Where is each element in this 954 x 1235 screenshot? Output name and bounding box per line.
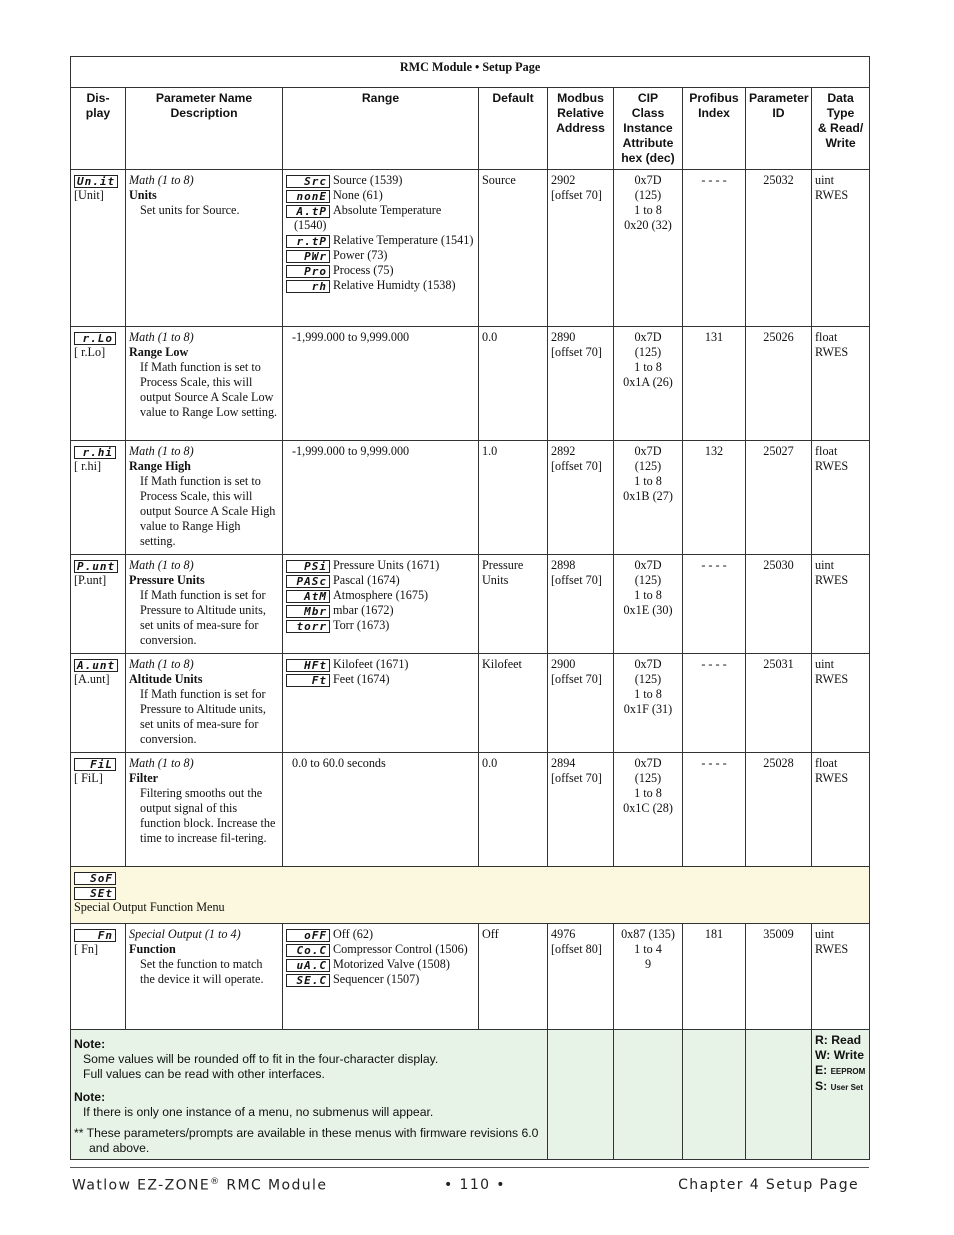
cip-cell: 0x7D (125) 1 to 8 0x1E (30) — [614, 555, 683, 654]
table-row — [71, 441, 870, 555]
display-cell — [71, 327, 126, 441]
parameter-description: If Math function is set for Pressure to Altitude units, set units of mea-sure for conversion. — [140, 687, 266, 746]
range-option — [286, 203, 475, 233]
range-option-text: Feet (1674) — [333, 672, 390, 686]
cip-cell: 0x87 (135) 1 to 4 9 — [614, 924, 683, 1030]
display-cell — [71, 654, 126, 753]
range-option — [286, 248, 475, 263]
legend-read: R: Read — [815, 1033, 862, 1047]
range-option-text: Torr (1673) — [333, 618, 390, 632]
parameter-scope: Math (1 to 8) — [129, 444, 194, 458]
parameter-description: Set units for Source. — [140, 203, 240, 217]
range-option — [286, 558, 475, 573]
table-row — [71, 555, 870, 654]
note-heading-2: Note: — [74, 1090, 106, 1104]
legend-user-set: User Set — [830, 1083, 864, 1092]
note-text-1a: Some values will be rounded off to fit in the four-character display. — [83, 1052, 439, 1066]
range-option-lcd: Src — [286, 175, 330, 188]
range-cell — [283, 654, 479, 753]
range-option-lcd: Ft — [286, 674, 330, 687]
footer-chapter: Chapter 4 Setup Page — [678, 1177, 859, 1193]
profibus-cell: - - - - — [683, 555, 746, 654]
range-option-text: Compressor Control (1506) — [333, 942, 468, 956]
parameter-id-cell: 25026 — [746, 327, 812, 441]
parameter-name: Function — [129, 942, 176, 956]
parameter-description: If Math function is set to Process Scale, this will output Source A Scale Low value to Range Low setting. — [140, 360, 278, 419]
rw-legend — [812, 1030, 870, 1160]
parameter-id-cell: 25027 — [746, 441, 812, 555]
range-option — [286, 588, 475, 603]
range-option-lcd: AtM — [286, 590, 330, 603]
parameter-id-cell: 35009 — [746, 924, 812, 1030]
col-data-type: Data Type & Read/ Write — [812, 88, 870, 170]
range-option-text: Pascal (1674) — [333, 573, 400, 587]
parameter-scope: Math (1 to 8) — [129, 756, 194, 770]
header-row — [71, 88, 870, 170]
menu-label: Special Output Function Menu — [74, 900, 225, 914]
default-cell: Source — [479, 170, 548, 327]
range-option-lcd: r.tP — [286, 235, 330, 248]
range-option — [286, 173, 475, 188]
range-option — [286, 957, 475, 972]
cip-cell: 0x7D (125) 1 to 8 0x1F (31) — [614, 654, 683, 753]
profibus-cell: 131 — [683, 327, 746, 441]
range-cell — [283, 555, 479, 654]
table-row — [71, 753, 870, 867]
parameter-name: Altitude Units — [129, 672, 203, 686]
parameter-scope: Math (1 to 8) — [129, 558, 194, 572]
note-heading-1: Note: — [74, 1037, 106, 1051]
footer-reg: ® — [210, 1177, 221, 1187]
range-option-lcd: rh — [286, 280, 330, 293]
modbus-cell: 2900 [offset 70] — [548, 654, 614, 753]
note-blank-2 — [614, 1030, 683, 1160]
notes-row — [71, 1030, 870, 1160]
profibus-cell: - - - - — [683, 654, 746, 753]
range-option — [286, 657, 475, 672]
parameter-cell — [126, 170, 283, 327]
cip-cell: 0x7D (125) 1 to 8 0x20 (32) — [614, 170, 683, 327]
footer-product — [72, 1177, 327, 1194]
range-option — [286, 233, 475, 248]
display-text: [Unit] — [74, 188, 104, 202]
range-text: -1,999.000 to 9,999.000 — [292, 330, 410, 344]
parameter-id-cell: 25030 — [746, 555, 812, 654]
page-footer — [70, 1167, 869, 1198]
parameter-description: Filtering smooths out the output signal of this function block. Increase the time to increase fil-tering. — [140, 786, 276, 845]
range-option-lcd: oFF — [286, 929, 330, 942]
parameter-scope: Math (1 to 8) — [129, 173, 194, 187]
range-cell — [283, 441, 479, 555]
parameter-scope: Special Output (1 to 4) — [129, 927, 241, 941]
range-option-text: Sequencer (1507) — [333, 972, 420, 986]
range-option — [286, 972, 475, 987]
range-option-text: None (61) — [333, 188, 383, 202]
menu-lcd-1: SoF — [74, 872, 116, 885]
range-option — [286, 618, 475, 633]
note-blank-3 — [683, 1030, 746, 1160]
display-lcd: P.unt — [74, 560, 118, 573]
range-option-lcd: PWr — [286, 250, 330, 263]
data-type-cell: float RWES — [812, 753, 870, 867]
profibus-cell: 132 — [683, 441, 746, 555]
parameter-name: Range Low — [129, 345, 189, 359]
footer-brand: Watlow EZ-ZONE — [72, 1177, 211, 1194]
range-text: 0.0 to 60.0 seconds — [292, 756, 386, 770]
display-cell — [71, 555, 126, 654]
range-option-text: Relative Humidty (1538) — [333, 278, 456, 292]
table-row — [71, 327, 870, 441]
col-parameter-id: Parameter ID — [746, 88, 812, 170]
modbus-cell: 2902 [offset 70] — [548, 170, 614, 327]
parameter-cell — [126, 654, 283, 753]
range-option-text: Off (62) — [333, 927, 374, 941]
parameter-scope: Math (1 to 8) — [129, 657, 194, 671]
cip-cell: 0x7D (125) 1 to 8 0x1C (28) — [614, 753, 683, 867]
display-text: [P.unt] — [74, 573, 107, 587]
range-option-lcd: A.tP — [286, 205, 330, 218]
display-lcd: r.Lo — [74, 332, 116, 345]
range-option-lcd: PSi — [286, 560, 330, 573]
default-cell: Pressure Units — [479, 555, 548, 654]
col-default: Default — [479, 88, 548, 170]
display-lcd: A.unt — [74, 659, 118, 672]
modbus-cell: 2892 [offset 70] — [548, 441, 614, 555]
display-text: [ Fn] — [74, 942, 99, 956]
range-option — [286, 188, 475, 203]
note-text-1b: Full values can be read with other interfaces. — [83, 1067, 325, 1081]
range-option-lcd: SE.C — [286, 974, 330, 987]
function-row — [71, 924, 870, 1030]
parameter-id-cell: 25032 — [746, 170, 812, 327]
modbus-cell: 2894 [offset 70] — [548, 753, 614, 867]
footer-page-number: • 110 • — [444, 1177, 506, 1193]
special-output-menu-row — [71, 867, 870, 924]
range-option-lcd: nonE — [286, 190, 330, 203]
data-type-cell: uint RWES — [812, 555, 870, 654]
range-option-lcd: Pro — [286, 265, 330, 278]
range-text: -1,999.000 to 9,999.000 — [292, 444, 410, 458]
table-row — [71, 654, 870, 753]
modbus-cell: 4976 [offset 80] — [548, 924, 614, 1030]
modbus-cell: 2898 [offset 70] — [548, 555, 614, 654]
table-title: RMC Module • Setup Page — [71, 57, 870, 88]
range-option-lcd: Co.C — [286, 944, 330, 957]
col-range: Range — [283, 88, 479, 170]
data-type-cell: float RWES — [812, 441, 870, 555]
display-cell — [71, 924, 126, 1030]
range-option-text: mbar (1672) — [333, 603, 394, 617]
range-option-lcd: uA.C — [286, 959, 330, 972]
parameter-id-cell: 25028 — [746, 753, 812, 867]
default-cell: Kilofeet — [479, 654, 548, 753]
data-type-cell: uint RWES — [812, 654, 870, 753]
cip-cell: 0x7D (125) 1 to 8 0x1A (26) — [614, 327, 683, 441]
col-profibus: Profibus Index — [683, 88, 746, 170]
range-option-text: Source (1539) — [333, 173, 403, 187]
legend-write: W: Write — [815, 1048, 864, 1062]
modbus-cell: 2890 [offset 70] — [548, 327, 614, 441]
note-text-3: ** These parameters/prompts are available in these menus with firmware revisions 6.0 and above. — [74, 1126, 539, 1155]
default-cell: 1.0 — [479, 441, 548, 555]
legend-eeprom: EEPROM — [830, 1067, 866, 1076]
display-cell — [71, 753, 126, 867]
range-option-lcd: Mbr — [286, 605, 330, 618]
display-cell — [71, 441, 126, 555]
data-type-cell: float RWES — [812, 327, 870, 441]
profibus-cell: - - - - — [683, 170, 746, 327]
range-cell — [283, 170, 479, 327]
range-option-text: Process (75) — [333, 263, 394, 277]
parameter-description: Set the function to match the device it will operate. — [140, 957, 264, 986]
parameter-name: Range High — [129, 459, 191, 473]
range-option-text: Atmosphere (1675) — [333, 588, 429, 602]
note-blank-1 — [548, 1030, 614, 1160]
parameter-name: Filter — [129, 771, 159, 785]
range-option — [286, 603, 475, 618]
display-text: [ r.Lo] — [74, 345, 106, 359]
parameter-cell — [126, 753, 283, 867]
range-option-lcd: PASc — [286, 575, 330, 588]
range-option-text: Pressure Units (1671) — [333, 558, 440, 572]
range-option-text: Power (73) — [333, 248, 388, 262]
note-text-2: If there is only one instance of a menu, no submenus will appear. — [83, 1105, 434, 1119]
col-cip: CIP Class Instance Attribute hex (dec) — [614, 88, 683, 170]
default-cell: 0.0 — [479, 327, 548, 441]
range-cell — [283, 924, 479, 1030]
display-text: [ FiL] — [74, 771, 103, 785]
parameter-id-cell: 25031 — [746, 654, 812, 753]
note-blank-4 — [746, 1030, 812, 1160]
parameter-description: If Math function is set for Pressure to Altitude units, set units of mea-sure for conversion. — [140, 588, 266, 647]
display-lcd: FiL — [74, 758, 116, 771]
menu-lcd-2: SEt — [74, 887, 116, 900]
cip-cell: 0x7D (125) 1 to 8 0x1B (27) — [614, 441, 683, 555]
display-text: [ r.hi] — [74, 459, 102, 473]
table-row — [71, 170, 870, 327]
default-cell: 0.0 — [479, 753, 548, 867]
profibus-cell: 181 — [683, 924, 746, 1030]
footer-module: RMC Module — [220, 1177, 328, 1194]
parameter-cell — [126, 555, 283, 654]
range-option-lcd: HFt — [286, 659, 330, 672]
range-option-text: Motorized Valve (1508) — [333, 957, 450, 971]
parameter-description: If Math function is set to Process Scale, this will output Source A Scale High value to Range High setting. — [140, 474, 276, 548]
range-option — [286, 942, 475, 957]
default-cell: Off — [479, 924, 548, 1030]
setup-page-table — [70, 56, 870, 1160]
display-cell — [71, 170, 126, 327]
col-modbus: Modbus Relative Address — [548, 88, 614, 170]
parameter-name: Units — [129, 188, 157, 202]
display-lcd: Fn — [74, 929, 116, 942]
profibus-cell: - - - - — [683, 753, 746, 867]
data-type-cell: uint RWES — [812, 170, 870, 327]
display-lcd: Un.it — [74, 175, 118, 188]
range-option — [286, 573, 475, 588]
parameter-name: Pressure Units — [129, 573, 205, 587]
range-option-text: Absolute Temperature (1540) — [294, 203, 442, 232]
range-option — [286, 672, 475, 687]
parameter-cell — [126, 441, 283, 555]
legend-s: S: — [815, 1079, 828, 1093]
range-cell — [283, 327, 479, 441]
data-type-cell: uint RWES — [812, 924, 870, 1030]
range-option — [286, 278, 475, 293]
display-text: [A.unt] — [74, 672, 110, 686]
col-parameter: Parameter Name Description — [126, 88, 283, 170]
display-lcd: r.hi — [74, 446, 116, 459]
parameter-cell — [126, 924, 283, 1030]
range-option — [286, 263, 475, 278]
parameter-scope: Math (1 to 8) — [129, 330, 194, 344]
col-display: Dis- play — [71, 88, 126, 170]
range-option-text: Relative Temperature (1541) — [333, 233, 474, 247]
range-option — [286, 927, 475, 942]
range-cell — [283, 753, 479, 867]
legend-e: E: — [815, 1063, 828, 1077]
parameter-cell — [126, 327, 283, 441]
range-option-text: Kilofeet (1671) — [333, 657, 409, 671]
range-option-lcd: torr — [286, 620, 330, 633]
